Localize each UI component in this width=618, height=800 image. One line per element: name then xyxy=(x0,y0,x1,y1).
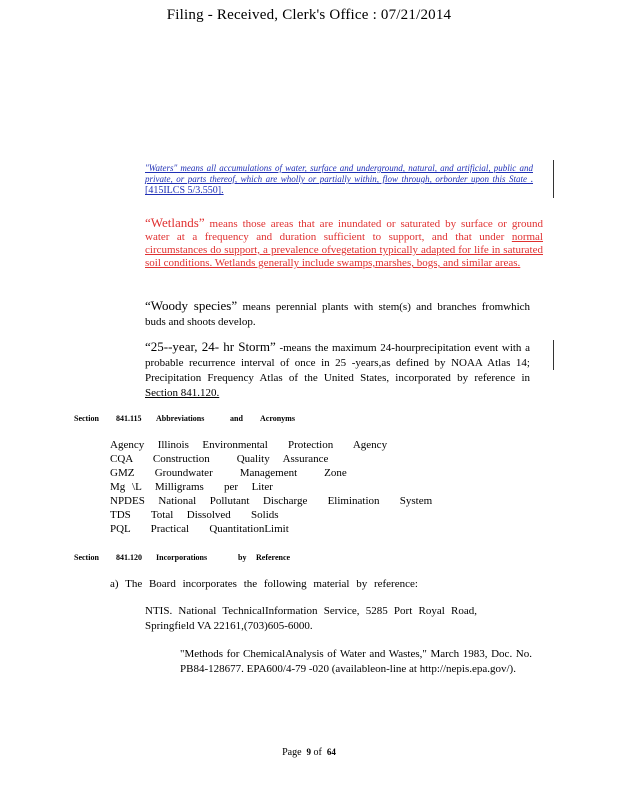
page-label: Page xyxy=(282,747,302,758)
storm-text: -means the maximum 24-hourprecipitation event with a probable recurrence interval of once in 25 -years,as defined by NOAA Atlas 14; Precipitation Frequency Atlas of the United States, incorporated by reference in xyxy=(145,342,530,384)
section-number: 841.115 xyxy=(116,414,142,423)
wetlands-underlined-text: normal circumstances do support, a prevalence ofvegetation typically adapted for life in saturated soil conditions. Wetlands generally include swamps,marshes, bogs, and similar areas. xyxy=(145,231,543,269)
list-item: CQA Construction Quality Assurance xyxy=(110,453,329,465)
list-item: Agency Illinois Environmental Protection Agency xyxy=(110,439,388,451)
storm-definition xyxy=(145,339,530,401)
woody-text: means perennial plants with stem(s) and branches fromwhich buds and shoots develop. xyxy=(145,301,531,328)
woody-species-definition xyxy=(145,298,530,330)
abbreviations-list xyxy=(110,438,432,536)
ntis-reference: NTIS. National TechnicalInformation Service, 5285 Port Royal Road, Springfield VA 22161,(703)605-6000. xyxy=(145,605,477,632)
change-bar xyxy=(553,160,554,198)
incorporation-item-a: a) The Board incorporates the following material by reference: xyxy=(110,578,418,590)
page-of: of xyxy=(313,747,322,758)
page-footer xyxy=(0,747,618,758)
methods-reference: "Methods for ChemicalAnalysis of Water and Wastes," March 1983, Doc. No. PB84-128677. EPA600/4-79 -020 (availableon-line at http://nepis.epa.gov/). xyxy=(180,648,532,675)
woody-term: “Woody species” xyxy=(145,298,238,313)
section-title-word: and xyxy=(230,414,243,423)
list-item: PQL Practical QuantitationLimit xyxy=(110,523,289,535)
storm-term: “25-‑year, 24- hr Storm” xyxy=(145,339,276,354)
waters-text: "Waters" means all accumulations of water, surface and underground, natural, and artificial, public and private, or parts thereof, which are wholly or partially within, flow through, orborder upon this State xyxy=(145,163,533,184)
wetlands-definition xyxy=(145,216,543,270)
filing-header: Filing - Received, Clerk's Office : 07/21/2014 xyxy=(166,7,452,23)
section-title-word: Acronyms xyxy=(260,414,295,423)
list-item: GMZ Groundwater Management Zone xyxy=(110,467,347,479)
section-841-115-heading xyxy=(74,414,295,423)
wetlands-term: “Wetlands” xyxy=(145,215,205,230)
section-label: Section xyxy=(74,553,99,562)
waters-citation: . [415ILCS 5/3.550]. xyxy=(145,174,534,196)
section-title-word: by xyxy=(238,553,247,562)
section-title-word: Incorporations xyxy=(156,553,208,562)
section-841-120-heading xyxy=(74,553,290,562)
list-item: TDS Total Dissolved Solids xyxy=(110,509,279,521)
change-bar xyxy=(553,340,554,370)
storm-section-ref: Section 841.120. xyxy=(145,387,220,399)
page-total: 64 xyxy=(326,747,336,757)
page-number: 9 xyxy=(306,747,312,757)
wetlands-text: means those areas that are inundated or saturated by surface or ground water at a frequency and duration sufficient to support, and that under xyxy=(145,218,543,243)
list-item: NPDES National Pollutant Discharge Elimination System xyxy=(110,495,433,507)
section-title-word: Abbreviations xyxy=(156,414,205,423)
section-number: 841.120 xyxy=(116,553,142,562)
section-label: Section xyxy=(74,414,99,423)
section-title-word: Reference xyxy=(256,553,291,562)
waters-definition xyxy=(145,163,533,196)
list-item: Mg \L Milligrams per Liter xyxy=(110,481,273,493)
